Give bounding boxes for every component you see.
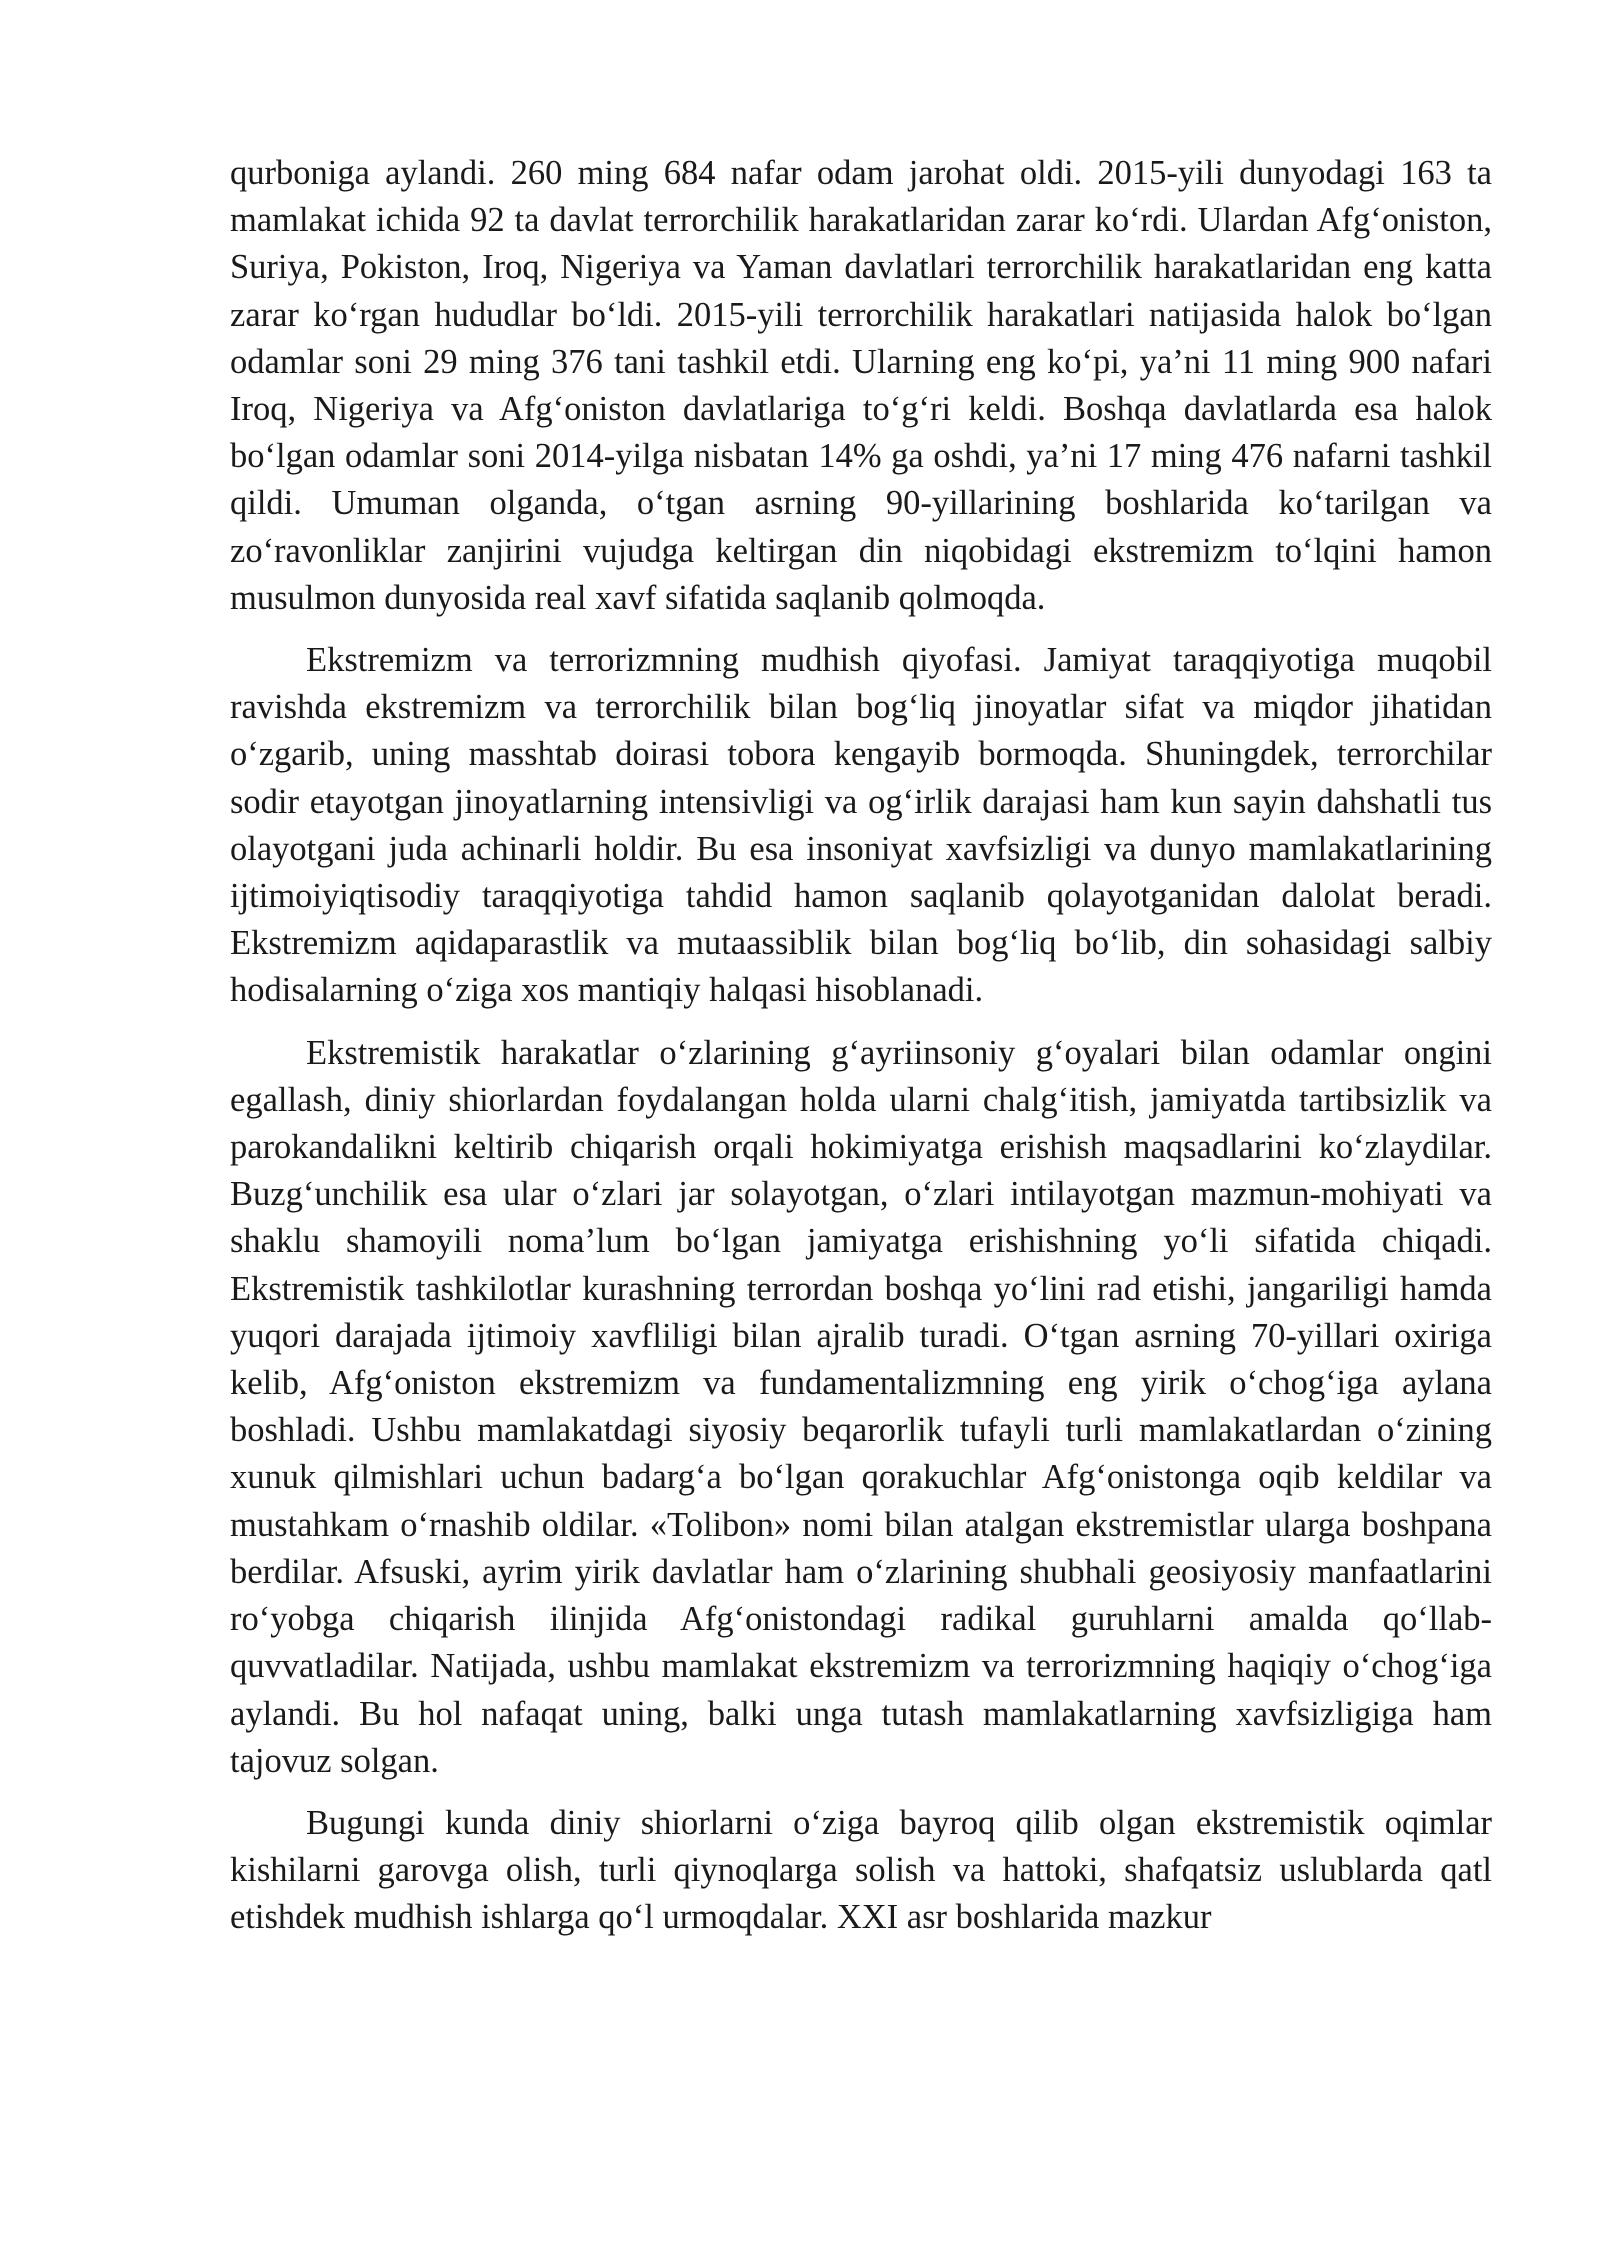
paragraph-4: Bugungi kunda diniy shiorlarni o‘ziga bayroq qilib olgan ekstremistik oqimlar kishilarni garovga olish, turli qiynoqlarga solish va hattoki, shafqatsiz uslublarda qatl etishdek mudhish ishlarga qo‘l urmoqdalar. XXI asr boshlarida mazkur xyxy=(230,1803,1492,1937)
paragraph-1: qurboniga aylandi. 260 ming 684 nafar odam jarohat oldi. 2015-yili dunyodagi 163 ta mamlakat ichida 92 ta davlat terrorchilik harakatlaridan zarar ko‘rdi. Ulardan Afg‘oniston, Suriya, Pokiston, Iroq, Nigeriya va Yaman davlatlari terrorchilik harakatlaridan eng katta zarar ko‘rgan hududlar bo‘ldi. 2015-yili terrorchilik harakatlari natijasida halok bo‘lgan odamlar soni 29 ming 376 tani tashkil etdi. Ularning eng ko‘pi, ya’ni 11 ming 900 nafari Iroq, Nigeriya va Afg‘oniston davlatlariga to‘g‘ri keldi. Boshqa davlatlarda esa halok bo‘lgan odamlar soni 2014-yilga nisbatan 14% ga oshdi, ya’ni 17 ming 476 nafarni tashkil qildi. Umuman olganda, o‘tgan asrning 90-yillarining boshlarida ko‘tarilgan va zo‘ravonliklar zanjirini vujudga keltirgan din niqobidagi ekstremizm to‘lqini hamon musulmon dunyosida real xavf sifatida saqlanib qolmoqda. xyxy=(230,154,1492,617)
paragraph-3: Ekstremistik harakatlar o‘zlarining g‘ayriinsoniy g‘oyalari bilan odamlar ongini egallash, diniy shiorlardan foydalangan holda ularni chalg‘itish, jamiyatda tartibsizlik va parokandalikni keltirib chiqarish orqali hokimiyatga erishish maqsadlarini ko‘zlaydilar. Buzg‘unchilik esa ular o‘zlari jar solayotgan, o‘zlari intilayotgan mazmun-mohiyati va shaklu shamoyili noma’lum bo‘lgan jamiyatga erishishning yo‘li sifatida chiqadi. Ekstremistik tashkilotlar kurashning terrordan boshqa yo‘lini rad etishi, jangariligi hamda yuqori darajada ijtimoiy xavfliligi bilan ajralib turadi. O‘tgan asrning 70-yillari oxiriga kelib, Afg‘oniston ekstremizm va fundamentalizmning eng yirik o‘chog‘iga aylana boshladi. Ushbu mamlakatdagi siyosiy beqarorlik tufayli turli mamlakatlardan o‘zining xunuk qilmishlari uchun badarg‘a bo‘lgan qorakuchlar Afg‘onistonga oqib keldilar va mustahkam o‘rnashib oldilar. «Tolibon» nomi bilan atalgan ekstremistlar ularga boshpana berdilar. Afsuski, ayrim yirik davlatlar ham o‘zlarining shubhali geosiyosiy manfaatlarini ro‘yobga chiqarish ilinjida Afg‘onistondagi radikal guruhlarni amalda qo‘llab-quvvatladilar. Natijada, ushbu mamlakat ekstremizm va terrorizmning haqiqiy o‘chog‘iga aylandi. Bu hol nafaqat uning, balki unga tutash mamlakatlarning xavfsizligiga ham tajovuz solgan. xyxy=(230,1033,1492,1780)
paragraph-2: Ekstremizm va terrorizmning mudhish qiyofasi. Jamiyat taraqqiyotiga muqobil ravishda ekstremizm va terrorchilik bilan bog‘liq jinoyatlar sifat va miqdor jihatidan o‘zgarib, uning masshtab doirasi tobora kengayib bormoqda. Shuningdek, terrorchilar sodir etayotgan jinoyatlarning intensivligi va og‘irlik darajasi ham kun sayin dahshatli tus olayotgani juda achinarli holdir. Bu esa insoniyat xavfsizligi va dunyo mamlakatlarining ijtimoiyiqtisodiy taraqqiyotiga tahdid hamon saqlanib qolayotganidan dalolat beradi. Ekstremizm aqidaparastlik va mutaassiblik bilan bog‘liq bo‘lib, din sohasidagi salbiy hodisalarning o‘ziga xos mantiqiy halqasi hisoblanadi. xyxy=(230,641,1492,1010)
document-page xyxy=(230,150,1492,1957)
